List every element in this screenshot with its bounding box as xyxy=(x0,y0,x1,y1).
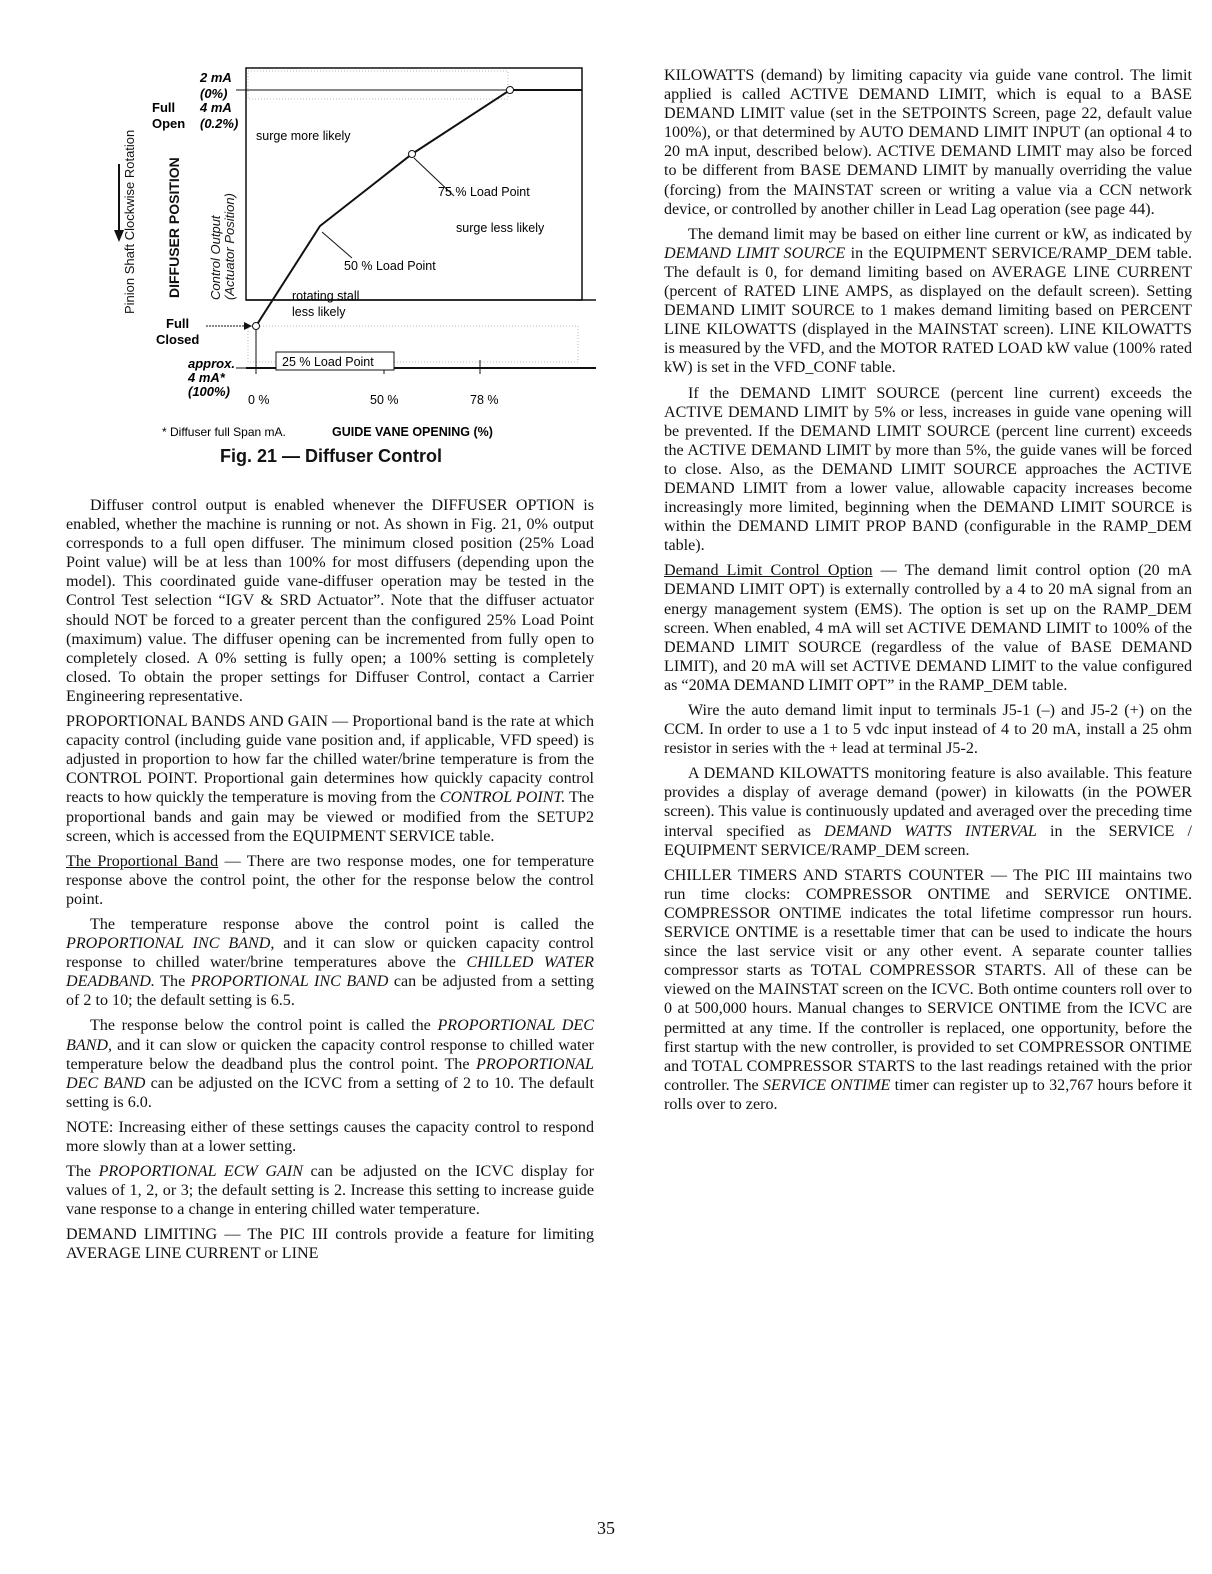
paragraph: The temperature response above the control point is called the PROPORTIONAL INC BAND, and it can slow or quicken capacity control response to chilled water/brine temperatures above the CHILLED WATER DEADBAND. The PROPORTIONAL INC BAND can be adjusted from a setting of 2 to 10; the default setting is 6.5. xyxy=(66,915,594,1010)
paragraph: The demand limit may be based on either line current or kW, as indicated by DEMAND LIMIT SOURCE in the EQUIPMENT SERVICE/RAMP_DEM table. The default is 0, for demand limiting based on AVERAGE LINE CURRENT (percent of RATED LINE AMPS, as displayed on the default screen). Setting DEMAND LIMIT SOURCE to 1 makes demand limiting based on PERCENT LINE KILOWATTS (displayed in the MAINSTAT screen). LINE KILOWATTS is measured by the VFD, and the MOTOR RATED LOAD kW value (100% rated kW) is set in the VFD_CONF table. xyxy=(664,225,1192,377)
label-0pct: (0%) xyxy=(200,86,228,101)
figure-footnote: * Diffuser full Span mA. xyxy=(162,425,286,439)
section-heading: The Proportional Band xyxy=(66,852,219,870)
label-4ma: 4 mA xyxy=(200,100,232,115)
paragraph: Wire the auto demand limit input to terminals J5-1 (–) and J5-2 (+) on the CCM. In order to use a 1 to 5 vdc input instead of 4 to 20 mA, install a 25 ohm resistor in series with the + lead at terminal J5-2. xyxy=(664,702,1192,758)
label-approx: approx. xyxy=(188,356,235,371)
paragraph: The PROPORTIONAL ECW GAIN can be adjusted on the ICVC display for values of 1, 2, or 3; the default setting is 2. Increase this setting to increase guide vane response to a change in entering chilled water temperature. xyxy=(66,1163,594,1219)
x-tick-0: 0 % xyxy=(248,393,270,407)
right-column xyxy=(664,66,1192,1120)
diffuser-control-figure xyxy=(66,56,602,476)
label-100pct: (100%) xyxy=(188,384,230,399)
label-open: Open xyxy=(152,116,186,131)
note-paragraph: NOTE: Increasing either of these settings causes the capacity control to respond more slowly than at a lower setting. xyxy=(66,1118,594,1155)
paragraph: A DEMAND KILOWATTS monitoring feature is also available. This feature provides a display of average demand (power) in kilowatts (in the POWER screen). This value is continuously updated and averaged over the preceding time interval specified as DEMAND WATTS INTERVAL in the SERVICE / EQUIPMENT SERVICE/RAMP_DEM screen. xyxy=(664,765,1192,859)
leader-50 xyxy=(322,232,352,258)
label-02pct: (0.2%) xyxy=(200,116,239,131)
point-75 xyxy=(409,151,416,158)
label-2ma: 2 mA xyxy=(200,70,232,85)
annot-rotating-1: rotating stall xyxy=(292,289,360,303)
top-dotted-band xyxy=(248,71,508,99)
y-label-output: Control Output xyxy=(208,215,223,300)
left-column xyxy=(66,496,594,1270)
figure-caption: Fig. 21 — Diffuser Control xyxy=(219,446,442,466)
paragraph: The Proportional Band — There are two response modes, one for temperature response above the control point, the other for the response below the control point. xyxy=(66,852,595,908)
page-number: 35 xyxy=(597,1518,615,1538)
y-label-rotation: Pinion Shaft Clockwise Rotation xyxy=(122,129,137,314)
point-25 xyxy=(253,323,260,330)
x-axis-title: GUIDE VANE OPENING (%) xyxy=(332,425,493,439)
annot-25: 25 % Load Point xyxy=(282,355,374,369)
annot-rotating-2: less likely xyxy=(292,305,346,319)
annot-50: 50 % Load Point xyxy=(344,259,436,273)
label-full: Full xyxy=(152,100,176,115)
paragraph: Demand Limit Control Option — The demand limit control option (20 mA DEMAND LIMIT OPT) is externally controlled by a 4 to 20 mA signal from an energy management system (EMS). The option is set up on the RAMP_DEM screen. When enabled, 4 mA will set ACTIVE DEMAND LIMIT to 100% of the DEMAND LIMIT SOURCE (regardless of the value of BASE DEMAND LIMIT), and 20 mA will set ACTIVE DEMAND LIMIT to the value configured as “20MA DEMAND LIMIT OPT” in the RAMP_DEM table. xyxy=(664,562,1192,694)
label-full-closed-2: Closed xyxy=(156,332,200,347)
paragraph: The response below the control point is called the PROPORTIONAL DEC BAND, and it can slow or quicken the capacity control response to chilled water temperature below the deadband plus the control point. The PROPORTIONAL DEC BAND can be adjusted on the ICVC from a setting of 2 to 10. The default setting is 6.0. xyxy=(66,1017,594,1111)
y-label-actuator: (Actuator Position) xyxy=(222,193,237,300)
label-4ma-star: 4 mA* xyxy=(188,370,225,385)
label-full-closed-1: Full xyxy=(166,316,190,331)
x-tick-50: 50 % xyxy=(370,393,399,407)
y-label-position: DIFFUSER POSITION xyxy=(166,157,182,298)
annot-surge-less: surge less likely xyxy=(456,221,545,235)
paragraph: DEMAND LIMITING — The PIC III controls provide a feature for limiting AVERAGE LINE CURRENT or LINE xyxy=(66,1226,594,1263)
section-heading: Demand Limit Control Option xyxy=(664,562,873,580)
paragraph: Diffuser control output is enabled whenever the DIFFUSER OPTION is enabled, whether the machine is running or not. As shown in Fig. 21, 0% output corresponds to a full open diffuser. The minimum closed position (25% Load Point value) will be at less than 100% for most diffusers (depending upon the model). This coordinated guide vane-diffuser operation may be tested in the Control Test selection “IGV & SRD Actuator”. Note that the diffuser actuator should NOT be forced to a greater percent than the configured 25% Load Point (maximum) value. The diffuser opening can be incremented from fully open to completely closed. A 0% setting is fully open; a 100% setting is completely closed. To obtain the proper settings for Diffuser Control, contact a Carrier Engineering representative. xyxy=(66,497,594,705)
paragraph: If the DEMAND LIMIT SOURCE (percent line current) exceeds the ACTIVE DEMAND LIMIT by 5% or less, increases in guide vane opening will be prevented. If the DEMAND LIMIT SOURCE (percent line current) exceeds the ACTIVE DEMAND LIMIT by more than 5%, the guide vanes will be forced to close. Also, as the DEMAND LIMIT SOURCE approaches the ACTIVE DEMAND LIMIT from a lower value, allowable capacity increases become increasingly more limited, beginning when the DEMAND LIMIT SOURCE is within the DEMAND LIMIT PROP BAND (configurable in the RAMP_DEM table). xyxy=(664,384,1192,555)
x-tick-78: 78 % xyxy=(470,393,499,407)
point-full xyxy=(507,87,514,94)
paragraph: KILOWATTS (demand) by limiting capacity via guide vane control. The limit applied is called ACTIVE DEMAND LIMIT, which is equal to a BASE DEMAND LIMIT value (set in the SETPOINTS Screen, page 22, default value 100%), or that determined by AUTO DEMAND LIMIT INPUT (an optional 4 to 20 mA input, described below). ACTIVE DEMAND LIMIT may also be forced to be different from BASE DEMAND LIMIT by manually overriding the value (forcing) from the MAINSTAT screen or writing a value via a CCN network device, or controlled by another chiller in Lead Lag operation (see page 44). xyxy=(664,67,1192,218)
annot-surge-more: surge more likely xyxy=(256,129,351,143)
diffuser-control-diagram xyxy=(66,56,602,446)
annot-75: 75 % Load Point xyxy=(438,185,530,199)
paragraph: PROPORTIONAL BANDS AND GAIN — Proportional band is the rate at which capacity control (including guide vane position and, if applicable, VFD speed) is adjusted in proportion to how far the chilled water/brine temperature is from the CONTROL POINT. Proportional gain determines how quickly capacity control reacts to how quickly the temperature is moving from the CONTROL POINT. The proportional bands and gain may be viewed or modified from the SETUP2 screen, which is accessed from the EQUIPMENT SERVICE table. xyxy=(66,713,594,845)
paragraph: CHILLER TIMERS AND STARTS COUNTER — The PIC III maintains two run time clocks: COMPRESSOR ONTIME and SERVICE ONTIME. COMPRESSOR ONTIME indicates the total lifetime compressor run hours. SERVICE ONTIME is a resettable timer that can be used to indicate the hours since the last service visit or any other event. A separate counter tallies compressor starts as TOTAL COMPRESSOR STARTS. All of these can be viewed on the MAINSTAT screen on the ICVC. Both ontime counters roll over to 0 at 500,000 hours. Manual changes to SERVICE ONTIME from the ICVC are permitted at any time. If the controller is replaced, one opportunity, before the first startup with the new controller, is provided to set COMPRESSOR ONTIME and TOTAL COMPRESSOR STARTS to the last readings retained with the prior controller. The SERVICE ONTIME timer can register up to 32,767 hours before it rolls over to zero. xyxy=(664,866,1192,1113)
